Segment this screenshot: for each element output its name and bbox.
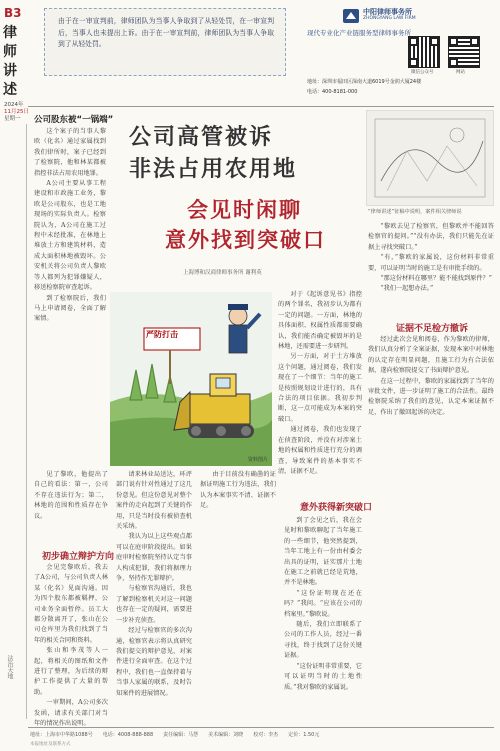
- left-col-title: 公司股东被“一锅端”: [34, 115, 114, 125]
- headline-line4: 意外找到突破口: [165, 228, 326, 252]
- bottom-col1-section-paragraph: 一审期间，A公司多次发函，请求有关部门对当年的情况作出说明。: [34, 699, 108, 728]
- sidebar-divider: [26, 124, 27, 719]
- illustration-credit: 资料图片: [247, 457, 268, 463]
- firm-name-en: ZHONGYANG LAW FIRM: [363, 16, 416, 21]
- column-title-line1: 律师: [3, 25, 17, 60]
- issue-year: 2024年: [4, 102, 24, 108]
- col3-section-paragraph: 经过此次会见和阅卷，作为黎欧的律师，我们认真分析了全案证据，发现本案中对林地的认定存在明显问题，且施工行为有合法依据，遂向检察院提交了书面辩护意见。: [368, 336, 494, 375]
- bottom-col2-paragraph: 我认为以上这些观点都可以在庭审阶段提出。如果庭审时检察院坚持认定当事人构成犯罪，我们将据理力争，坚持作无罪辩护。: [116, 533, 192, 583]
- col3-paragraph: “黎欧去见了检察官，但黎欧并不能回答检察官的提问。”“没有办法，我们只能先在证据上寻找突破口。”: [368, 223, 494, 251]
- headline-line1: 公司高管被诉: [129, 125, 274, 150]
- left-col-paragraph: A公司主要从事工程建设和市政施工业务，黎欧是公司股东，也是工地现场的实际负责人。检察院认为，A公司在施工过程中未经批准，在林地上堆放土方和建筑材料，造成大面积林地被毁坏。公安机关将公司负责人黎欧等人都列为犯罪嫌疑人，移送检察院审查起诉。: [34, 180, 106, 292]
- column-title: [3, 24, 29, 100]
- left-col-paragraph: 这个案子的当事人黎欧（化名）通过家属找到我们律所时，案子已经到了检察院，他和林某都被指控非法占用农用地罪。: [34, 128, 106, 177]
- headline-line2: 非法占用农用地: [129, 157, 298, 182]
- footer-phone: 电话：4008-888-888: [102, 732, 154, 738]
- firm-name: 中阳律师事务所: [363, 8, 412, 16]
- bottom-col3-section-paragraph: 随后，我们立即联系了公司的工作人员，经过一番寻找，终于找到了这份关键证据。: [284, 621, 362, 660]
- col2-paragraph: 通过阅卷，我们也发现了在侦查阶段，并没有对涉案土地的权属和性质进行充分的调查，导致案件的基本事实不清，证据不足。: [278, 426, 362, 475]
- headline-line3: 会见时闲聊: [187, 198, 302, 222]
- bottom-col3-paragraph: 由于目前没有确凿的证据证明施工行为违法，我们认为本案事实不清、证据不足。: [200, 471, 276, 510]
- bottom-col3-section-title: 意外获得新突破口: [300, 503, 373, 513]
- bottom-col3-section-paragraph: “这份证明现在还在吗？”我问。“应该在公司的档案里。”黎欧说。: [284, 589, 362, 618]
- bottom-col3-section-paragraph: “这份证明非常重要，它可以证明当时的土地性质。”我对黎欧的家属说。: [284, 662, 362, 691]
- col2-paragraph: 另一方面，对于土方堆放这个问题，通过阅卷，我们发现在了一个细节：当年的施工是按照规划设计进行的，具有合法的项目依据。我初步判断，这一点可能成为本案的突破口。: [278, 353, 362, 423]
- illustration: [110, 292, 272, 466]
- left-col-paragraph: 到了检察院后，我们马上申请阅卷，全面了解案情。: [34, 294, 106, 323]
- issue-day: 11月25日: [4, 109, 29, 115]
- issue-weekday: 星期一: [4, 116, 21, 122]
- col3-top-body: [368, 222, 494, 295]
- sketch-icon: [367, 111, 493, 205]
- col3-paragraph: “那这份材料在哪里？能不能找到原件？”: [380, 275, 492, 283]
- image-caption: “律师讲述”征稿中说明，案件相关律师说: [368, 209, 462, 215]
- issue-date: [4, 102, 29, 123]
- side-label: 法治天地: [6, 655, 13, 679]
- illustration-sign-text: 严防打击: [146, 330, 178, 339]
- footer-proof: 校对：李杰: [253, 732, 279, 738]
- bulldozer-illustration-icon: [110, 292, 272, 466]
- col3-paragraph: “有，”黎欧的家属说，这份材料非常重要，可以证明当时的施工是有审批手续的。: [368, 254, 494, 272]
- footer-editor: 责任编辑：马慧: [163, 732, 199, 738]
- column-title-line2: 讲述: [3, 63, 17, 98]
- left-col-body: [34, 127, 106, 325]
- intro-text: 由于在一审宣判前，律师团队为当事人争取到了从轻处罚，在一审宣判后，当事人也未提出上诉。由于在一审宣判前，律师团队为当事人争取到了从轻处罚。: [58, 17, 274, 48]
- qr1-label: 微信公众号: [411, 70, 434, 75]
- col3-section-body: [368, 335, 494, 418]
- bottom-col1-section-title: 初步确立辩护方向: [42, 552, 115, 562]
- col3-section-title: 证据不足检方撤诉: [396, 324, 469, 334]
- qr2-label: 网站: [456, 70, 465, 75]
- bottom-col1-section-paragraph: 张山和李茂等人一起，将相关的图纸和文件进行了整理，为后续的辩护工作提供了大量的帮助。: [34, 647, 108, 696]
- headline-block: [117, 118, 362, 281]
- byline: 上海博和汉商律师事务所 谢利英: [183, 270, 262, 276]
- sketch-image: [366, 110, 494, 206]
- col2-top-body: [278, 290, 362, 477]
- bottom-col3: [200, 470, 276, 512]
- page-number: B3: [4, 6, 22, 20]
- bottom-col1-section: [34, 563, 108, 730]
- top-rule: [28, 106, 494, 107]
- col2-paragraph: 对于《起诉意见书》指控的两个罪名，我初步认为都有一定的问题。一方面，林地的具体面积、权属性质都需要确认，我们能否确定被毁坏的是林地，还需要进一步研判。: [278, 291, 362, 351]
- bottom-col3-section: [284, 516, 362, 693]
- footer: [30, 731, 494, 738]
- footer-rule: [28, 727, 494, 728]
- firm-phone: 电话：400-8181-000: [307, 89, 358, 95]
- bottom-col3-section-paragraph: 到了会见之后，我在会见时和黎欧聊起了当年施工的一些细节，他突然提到，当年工地上有一份由村委会出具的证明，证实那片土地在施工之前就已经是荒地，并不是林地。: [284, 517, 362, 587]
- qr-code-wechat: [409, 37, 439, 67]
- bottom-col1-paragraph: 见了黎欧，他提出了自己的看法：第一，公司不存在违法行为；第二，林地的范围和性质存在争议。: [34, 471, 108, 520]
- bottom-col1: [34, 470, 108, 522]
- bottom-col2-paragraph: 经过与检察官的多次沟通，检察官表示将认真研究我们提交的辩护意见，对案件进行全面审查。在这个过程中，我们也一直保持着与当事人家属的联系，及时告知案件的进展情况。: [116, 627, 192, 697]
- footer-note: 本报地址及联系方式: [30, 742, 71, 747]
- footer-price: 定价：1.50元: [288, 732, 320, 738]
- bottom-col2-paragraph: 与检察官沟通后，我也了解到检察机关对这一问题也存在一定的疑问，需要进一步补充侦查。: [116, 585, 192, 624]
- col3-section-paragraph: 在这一过程中，黎欧的家属找到了当年的审批文件，进一步证明了施工的合法性。最终检察院采纳了我们的意见，认定本案证据不足，作出了撤回起诉的决定。: [368, 377, 494, 416]
- col3-paragraph: “我们一起想办法。”: [380, 285, 434, 293]
- footer-address: 地址：上海市中华路1088号: [30, 732, 93, 738]
- firm-address: 地址：深圳市福田区深南大道6019号金润大厦24楼: [307, 79, 422, 85]
- bottom-col2: [116, 470, 192, 699]
- footer-designer: 美术编辑：刘晓: [208, 732, 244, 738]
- law-firm-ad: [291, 6, 494, 102]
- firm-slogan: 现代专业化产业链服务型律师事务所: [307, 29, 411, 37]
- firm-logo-icon: [343, 8, 359, 22]
- qr-code-website: [449, 37, 479, 67]
- bottom-col1-section-paragraph: 会见完黎欧后，我去了A公司，与公司负责人林某（化名）见面沟通。因为四个股东都被羁押，公司业务全面暂停。员工大都分散离开了，张山在公司仓库里为我们找到了当年的相关合同和资料。: [34, 564, 108, 644]
- bottom-col2-paragraph: 请来林业局送达，环评部门说有针对性通过了这几份意见。但这份意见对整个案件的走向起到了关键的作用，只是当时没有被侦查机关采纳。: [116, 471, 192, 531]
